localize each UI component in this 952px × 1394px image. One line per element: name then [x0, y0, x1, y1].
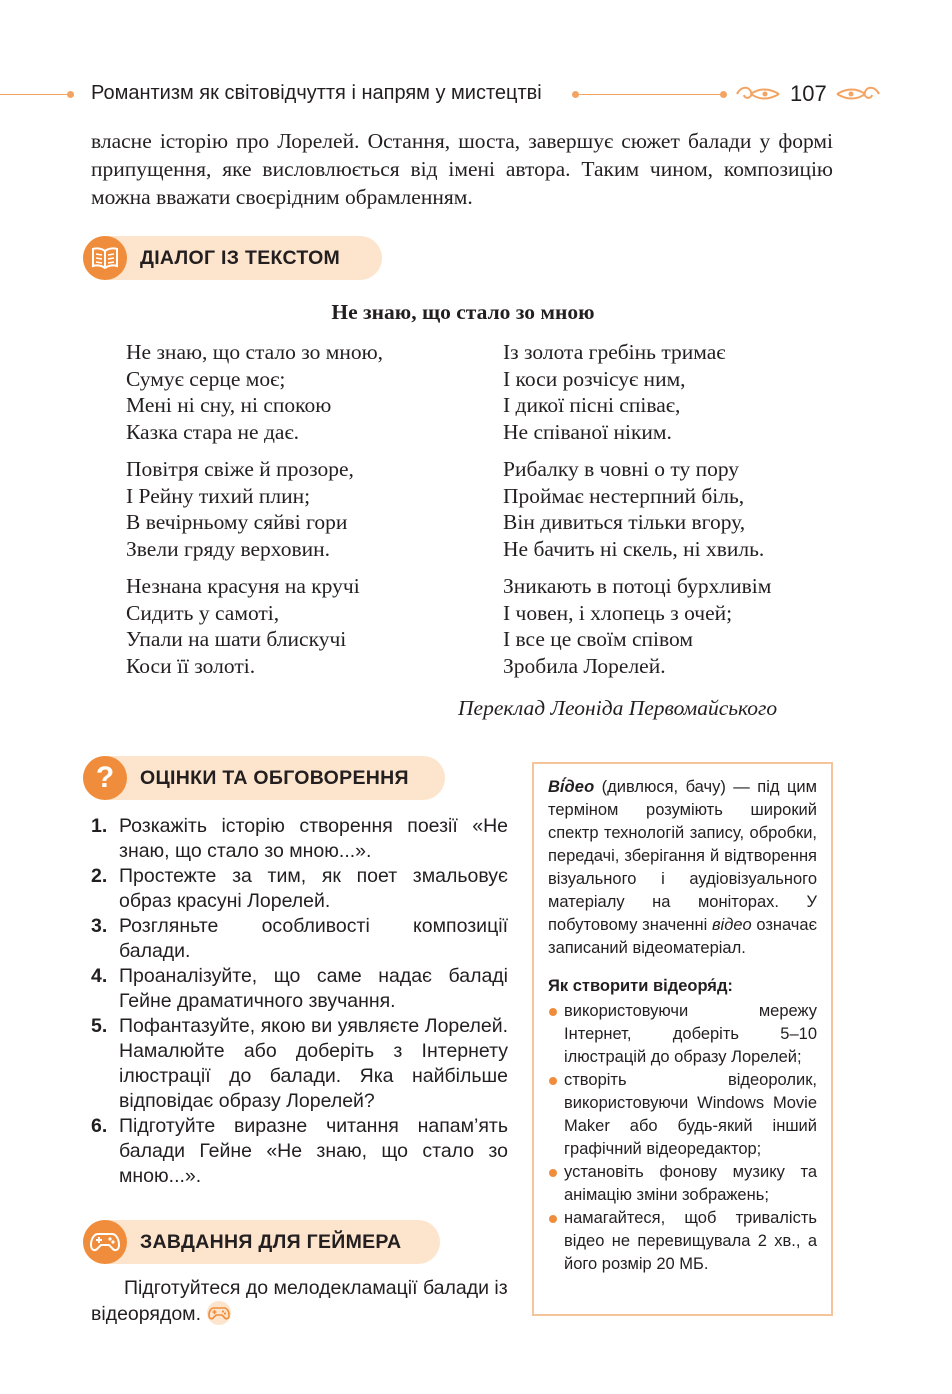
poem-line: Сумує серце моє; — [126, 366, 286, 391]
section-title: ЗАВДАННЯ ДЛЯ ГЕЙМЕРА — [140, 1231, 402, 1253]
poem-stanza — [126, 339, 383, 445]
question-icon: ? — [83, 756, 127, 800]
book-icon — [83, 236, 127, 280]
list-item — [91, 1114, 508, 1189]
poem-line: Коси її золоті. — [126, 653, 256, 678]
item-number: 6. — [91, 1115, 108, 1137]
how-to-list — [548, 1000, 817, 1276]
list-item — [91, 914, 508, 964]
header-rule-left — [0, 94, 74, 95]
item-text: Розгляньте особливості композиції балади. — [119, 915, 508, 962]
poem-line: Проймає нестерпний біль, — [503, 483, 745, 508]
poem-line: Звели гряду верховин. — [126, 536, 331, 561]
intro-paragraph: власне історію про Лорелей. Остання, шоста, завершує сюжет балади у формі припущення, яке висловлюється від імені автора. Таким чином, композицію можна вважати своєрідним обрамленням. — [91, 129, 833, 209]
header-title: Романтизм як світовідчуття і напрям у мистецтві — [91, 82, 542, 104]
poem-stanza — [126, 456, 383, 562]
list-item: використовуючи мережу Інтернет, доберіть 5–10 ілюстрацій до образу Лорелей; — [548, 1000, 817, 1069]
gamer-task-text — [91, 1276, 508, 1327]
list-item: намагайтеся, щоб тривалість відео не перевищувала 2 хв., а його розмір 20 МБ. — [548, 1207, 817, 1276]
item-text: Пофантазуйте, якою ви уявляєте Лорелей. Намалюйте або доберіть з Інтернету ілюстрації до балади. Яка найбільше відповідає образу Лорелей? — [119, 1015, 508, 1112]
section-header-gamer — [83, 1220, 440, 1264]
poem-line: Мені ні сну, ні спокою — [126, 393, 332, 417]
translation-credit: Переклад Леоніда Первомайського — [458, 696, 778, 720]
poem-stanza — [503, 456, 771, 562]
list-item — [91, 814, 508, 864]
how-to-title: Як створити відеоря́д: — [548, 977, 733, 995]
poem-stanza — [126, 573, 383, 679]
poem-line: Зникають в потоці бурхливім — [503, 574, 772, 598]
item-number: 4. — [91, 965, 108, 987]
poem-column-right — [503, 339, 771, 690]
poem-line: Рибалку в човні о ту пору — [503, 457, 740, 481]
poem-column-left — [126, 339, 383, 690]
video-term: Ві́део — [548, 778, 595, 796]
item-number: 1. — [91, 815, 108, 837]
page-number: 107 — [790, 81, 827, 106]
question-list — [91, 814, 508, 1189]
header-dot — [720, 91, 727, 98]
section-title: ДІАЛОГ ІЗ ТЕКСТОМ — [140, 247, 341, 269]
poem-line: І човен, і хлопець з очей; — [503, 600, 733, 625]
gamer-task-body: Підготуйтеся до мелодекламації балади із відеорядом. — [91, 1277, 508, 1325]
poem-line: Незнана красуня на кручі — [126, 574, 360, 598]
poem-line: І коси розчісує ним, — [503, 366, 686, 391]
item-number: 3. — [91, 915, 108, 937]
item-text: Простежте за тим, як поет змальовує образ красуні Лорелей. — [119, 865, 508, 912]
poem-line: Казка стара не дає. — [126, 419, 300, 444]
poem-stanza — [503, 573, 771, 679]
list-item — [91, 1014, 508, 1114]
poem-line: Із золота гребінь тримає — [503, 340, 726, 364]
running-header — [0, 80, 952, 110]
video-definition: Ві́део (дивлюся, бачу) — під цим терміном розуміють широкий спектр технологій запису, обробки, передачі, зберігання й відтворення візуального і аудіовізуального матеріалу на моніторах. У побутовому значенні відео означає записаний відеоматеріал. — [548, 778, 817, 957]
poem-line: В вечірньому сяйві гори — [126, 510, 348, 534]
item-text: Проаналізуйте, що саме надає баладі Гейне драматичного звучання. — [119, 965, 508, 1012]
item-text: Підготуйте виразне читання напам’ять балади Гейне «Не знаю, що стало зо мною...». — [119, 1115, 508, 1187]
poem-line: Зробила Лорелей. — [503, 653, 666, 678]
item-text: Розкажіть історію створення поезії «Не знаю, що стало зо мною...». — [119, 815, 508, 862]
poem-line: Він дивиться тільки вгору, — [503, 510, 746, 534]
list-item — [91, 864, 508, 914]
gamepad-icon — [83, 1220, 127, 1264]
poem-line: І все це своїм співом — [503, 627, 693, 651]
header-dot — [67, 91, 74, 98]
section-header-dialog — [83, 236, 382, 280]
poem-stanza — [503, 339, 771, 445]
poem-line: І Рейну тихий плин; — [126, 483, 311, 508]
item-number: 5. — [91, 1015, 108, 1037]
video-info-box — [532, 762, 833, 1316]
poem-line: Не знаю, що стало зо мною, — [126, 340, 384, 364]
poem-line: І дикої пісні співає, — [503, 393, 681, 417]
ornament-icon — [735, 84, 781, 104]
section-title: ОЦІНКИ ТА ОБГОВОРЕННЯ — [140, 767, 409, 789]
gamepad-icon — [207, 1301, 231, 1325]
poem-line: Не бачить ні скель, ні хвиль. — [503, 536, 765, 561]
poem-line: Не співаної ніким. — [503, 419, 672, 444]
list-item: установіть фонову музику та анімацію зміни зображень; — [548, 1161, 817, 1207]
poem-line: Сидить у самоті, — [126, 600, 280, 625]
section-header-questions — [83, 756, 445, 800]
header-rule-middle — [577, 94, 724, 95]
list-item: створіть відеоролик, використовуючи Windows Movie Maker або будь-який інший графічний відеоредактор; — [548, 1069, 817, 1161]
poem-title: Не знаю, що стало зо мною — [331, 300, 595, 324]
item-number: 2. — [91, 865, 108, 887]
list-item — [91, 964, 508, 1014]
ornament-icon — [835, 84, 881, 104]
poem-line: Упали на шати блискучі — [126, 627, 347, 651]
poem-line: Повітря свіже й прозоре, — [126, 457, 354, 481]
